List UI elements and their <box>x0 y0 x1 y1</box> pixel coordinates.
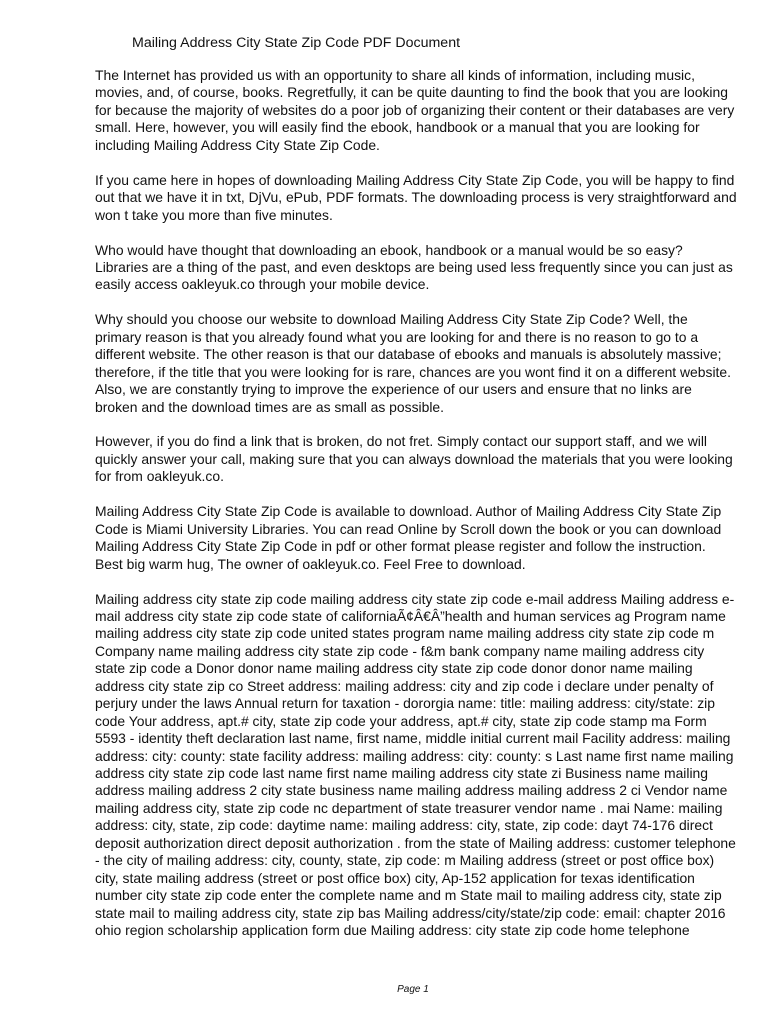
page-number: Page 1 <box>397 984 429 995</box>
intro-paragraph: The Internet has provided us with an opportunity to share all kinds of information, including music, movies, and, of course, books. Regretfully, it can be quite daunting to find the book that you are looking for because the majority of websites do a poor job of organizing their content or their databases are very small. Here, however, you will easily find the ebook, handbook or a manual that you are looking for including Mailing Address City State Zip Code. <box>95 67 735 153</box>
why-choose-paragraph: Why should you choose our website to download Mailing Address City State Zip Code? Well, the primary reason is that you already found what you are looking for and there is no reason to go to a different website. The other reason is that our database of ebooks and manuals is absolutely massive; therefore, if the title that you were looking for is rare, chances are you wont find it on a different website. Also, we are constantly trying to improve the experience of our users and ensure that no links are broken and the download times are as small as possible. <box>95 311 731 415</box>
document-title: Mailing Address City State Zip Code PDF Document <box>132 35 461 51</box>
document-body <box>95 67 737 940</box>
availability-paragraph: Mailing Address City State Zip Code is available to download. Author of Mailing Address City State Zip Code is Miami University Libraries. You can read Online by Scroll down the book or you can download Mailing Address City State Zip Code in pdf or other format please register and follow the instruction. Best big warm hug, The owner of oakleyuk.co. Feel Free to download. <box>95 503 722 572</box>
mobile-access-paragraph: Who would have thought that downloading an ebook, handbook or a manual would be so easy? Libraries are a thing of the past, and even desktops are being used less frequently since you can just as easily access oakleyuk.co through your mobile device. <box>95 241 733 293</box>
broken-link-paragraph: However, if you do find a link that is broken, do not fret. Simply contact our support staff, and we will quickly answer your call, making sure that you can always download the materials that you were looking for from oakleyuk.co. <box>95 433 733 485</box>
download-formats-paragraph: If you came here in hopes of downloading Mailing Address City State Zip Code, you will be happy to find out that we have it in txt, DjVu, ePub, PDF formats. The downloading process is very straightforward and won t take you more than five minutes. <box>95 171 737 223</box>
keyword-listing-paragraph: Mailing address city state zip code mailing address city state zip code e-mail address Mailing address e-mail address city state zip code state of californiaÃ¢Â€Â”health and human services ag Program name mailing address city state zip code united states program name mailing address city state zip code m Company name mailing address city state zip code - f&m bank company name mailing address city state zip code a Donor donor name mailing address city state zip code donor donor name mailing address city state zip co Street address: mailing address: city and zip code i declare under penalty of perjury under the laws Annual return for taxation - dororgia name: title: mailing address: city/state: zip code Your address, apt.# city, state zip code your address, apt.# city, state zip code stamp ma Form 5593 - identity theft declaration last name, first name, middle initial current mail Facility address: mailing address: city: county: state facility address: mailing address: city: county: s Last name first name mailing address city state zip code last name first name mailing address city state zi Business name mailing address mailing address 2 city state business name mailing address mailing address 2 ci Vendor name mailing address city, state zip code nc department of state treasurer vendor name . mai Name: mailing address: city, state, zip code: daytime name: mailing address: city, state, zip code: dayt 74-176 direct deposit authorization direct deposit authorization . from the state of Mailing address: customer telephone - the city of mailing address: city, county, state, zip code: m Mailing address (street or post office box) city, state mailing address (street or post office box) city, Ap-152 application for texas identification number city state zip code enter the complete name and m State mail to mailing address city, state zip state mail to mailing address city, state zip bas Mailing address/city/state/zip code: email: chapter 2016 ohio region scholarship application form due Mailing address: city state zip code home telephone <box>95 590 736 939</box>
